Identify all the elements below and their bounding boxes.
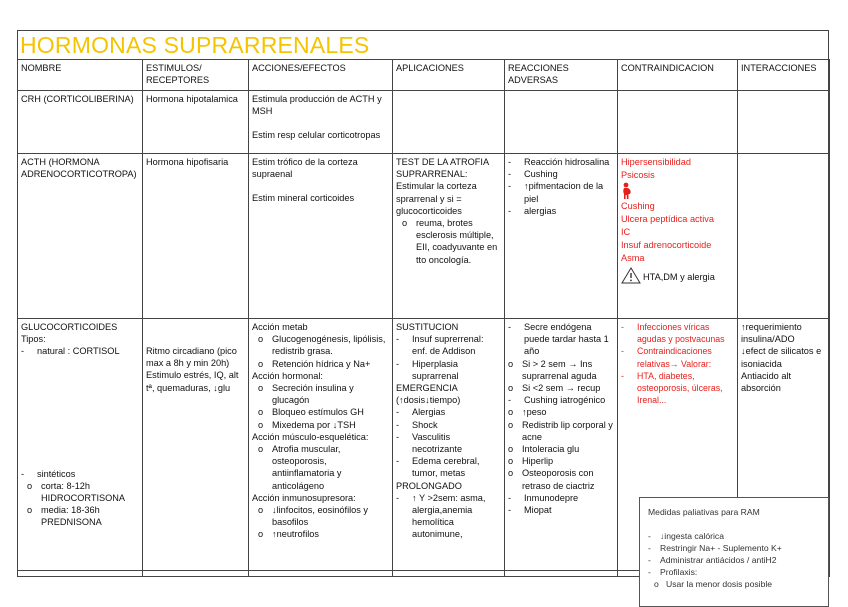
gluco-reacciones: - Secre endógena puede tardar hasta 1 año o Si > 2 sem → Ins suprarrenal aguda o Si <2 sem → recup - Cushing iatrogénico o ↑peso o Redistrib lip corporal y acne o Intoleracia glu o Hiperlip o Osteoporosis con retraso de ciactriz - Inmunodepre - Miopat — [505, 319, 618, 577]
gluco-nombre: GLUCOCORTICOIDES — [21, 322, 118, 332]
acth-interacciones — [738, 154, 830, 319]
crh-nombre: CRH (CORTICOLIBERINA) — [18, 91, 143, 154]
acth-contra-warning: HTA,DM y alergia — [643, 271, 715, 282]
gluco-sust-2: Hiperplasia suprarrenal — [412, 358, 459, 381]
crh-contra — [618, 91, 738, 154]
gluco-natural: natural : CORTISOL — [37, 346, 120, 357]
gluco-corta: corta: 8-12h HIDROCORTISONA — [41, 480, 126, 504]
panel-item-3: Administrar antiácidos / antiH2 — [660, 555, 777, 565]
acth-reaccion-1: Reacción hidrosalina — [524, 157, 610, 167]
gluco-inter-3: Antiacido alt absorción — [741, 370, 792, 394]
gluco-contra-3: HTA, diabetes, osteoporosis, úlceras, Irenal... — [637, 370, 723, 406]
acth-contra-5: IC — [621, 227, 631, 237]
acth-accion-2: Estim mineral corticoides — [252, 193, 355, 204]
acth-reaccion-3: ↑pifmentacion de la piel — [524, 181, 604, 204]
gluco-inter-1: ↑requerimiento insulina/ADO — [741, 322, 802, 345]
gluco-hormonal-2: Bloqueo estímulos GH — [272, 407, 364, 418]
header-nombre: NOMBRE — [18, 60, 143, 91]
gluco-hormonal-3: Mixedema por ↓TSH — [272, 419, 356, 430]
acth-test-uses: reuma, brotes esclerosis múltiple, EII, coadyuvante en tto oncología. — [416, 218, 498, 265]
gluco-ra-2: Si > 2 sem → Ins suprarrenal aguda — [522, 358, 597, 381]
palliative-measures-panel: Medidas paliativas para RAM - ↓ingesta calórica - Restringir Na+ - Suplemento K+ - Administrar antiácidos / antiH2 - Profilaxis: o Usar la menor dosis posible — [639, 497, 829, 607]
gluco-ra-8: Hiperlip — [522, 456, 554, 467]
gluco-aplicaciones: SUSTITUCION - Insuf suprerrenal: enf. de Addison - Hiperplasia suprarrenal EMERGENCIA (↑dosis↓tiempo) - Alergias - Shock - Vasculitis necotrizante - Edema cerebral, tumor, metas PROLONGADO - ↑ Y >2sem: asma, alergia,anemia hemolítica autonimune, — [393, 319, 505, 577]
panel-item-1: ↓ingesta calórica — [660, 531, 725, 541]
gluco-ra-5: ↑peso — [522, 407, 547, 418]
gluco-nombre-cell: GLUCOCORTICOIDES Tipos: - natural : CORTISOL - sintéticos o corta: 8-12h HIDROCORTISONA o media: 18-36h PREDNISONA — [18, 319, 143, 577]
gluco-sust-1: Insuf suprerrenal: enf. de Addison — [412, 334, 484, 357]
gluco-tipos: Tipos: — [21, 334, 46, 345]
gluco-accion-hormonal: Acción hormonal: — [252, 370, 323, 381]
acth-contra-6: Insuf adrenocorticoide — [621, 240, 712, 250]
acth-contra-3: Cushing — [621, 201, 655, 211]
gluco-metab-1: Glucogenogénesis, lipólisis, redistrib grasa. — [272, 334, 386, 357]
gluco-emerg-4: Edema cerebral, tumor, metas — [412, 456, 480, 479]
gluco-ra-9: Osteoporosis con retraso de ciactriz — [522, 468, 595, 491]
acth-test-title: TEST DE LA ATROFIA SUPRARRENAL: — [396, 157, 489, 180]
gluco-metab-2: Retención hídrica y Na+ — [272, 358, 371, 369]
panel-item-4: Profilaxis: — [660, 567, 698, 577]
header-reacciones: REACCIONES ADVERSAS — [505, 60, 618, 91]
acth-contra-4: Ulcera peptídica activa — [621, 214, 714, 224]
gluco-emerg-1: Alergias — [412, 407, 446, 418]
gluco-inter-2: ↓efect de silicatos e isoniacida — [741, 346, 822, 369]
header-aplicaciones: APLICACIONES — [393, 60, 505, 91]
crh-interacciones — [738, 91, 830, 154]
pregnant-woman-icon — [621, 182, 734, 200]
crh-accion-2: Estim resp celular corticotropas — [252, 130, 381, 141]
header-estimulos: ESTIMULOS/ RECEPTORES — [143, 60, 249, 91]
header-contraindicacion: CONTRAINDICACION — [618, 60, 738, 91]
acth-reaccion-4: alergias — [524, 205, 557, 216]
gluco-ra-4: Cushing iatrogénico — [524, 395, 606, 406]
gluco-emerg-2: Shock — [412, 419, 438, 430]
gluco-contra-2: Contraindicaciones relativas→ Valorar: — [637, 346, 712, 369]
acth-contra-2: Psicosis — [621, 170, 655, 180]
acth-acciones — [249, 154, 393, 319]
panel-title: Medidas paliativas para RAM — [648, 507, 760, 517]
gluco-prolongado: PROLONGADO — [396, 480, 462, 491]
gluco-hormonal-1: Secreción insulina y glucagón — [272, 383, 354, 406]
gluco-sinteticos: sintéticos — [37, 468, 76, 479]
gluco-ra-1: Secre endógena puede tardar hasta 1 año — [524, 322, 609, 357]
table-row-crh — [18, 91, 830, 154]
gluco-inmuno-2: ↑neutrofilos — [272, 529, 319, 540]
gluco-ra-10: Inmunodepre — [524, 492, 579, 503]
gluco-ra-11: Miopat — [524, 505, 552, 516]
gluco-acciones: Acción metab o Glucogenogénesis, lipólisis, redistrib grasa. o Retención hídrica y Na+ Acción hormonal: o Secreción insulina y glucagón o Bloqueo estímulos GH o Mixedema por ↓TSH Acción músculo-esquelética: o Atrofia muscular, osteoporosis, antiinflamatoria y anticolágeno Acción inmunosupresora: o ↓linfocitos, eosinófilos y basofilos o ↑neutrofilos — [249, 319, 393, 577]
gluco-accion-musculo: Acción músculo-esquelética: — [252, 431, 369, 442]
crh-accion-1: Estimula producción de ACTH y MSH — [252, 94, 382, 117]
acth-reaccion-2: Cushing — [524, 169, 558, 180]
gluco-ra-7: Intoleracia glu — [522, 444, 580, 455]
acth-contra-1: Hipersensibilidad — [621, 157, 691, 167]
panel-subitem-1: Usar la menor dosis posible — [666, 579, 773, 589]
gluco-contra-1: Infecciones víricas agudas y postvacunas — [637, 322, 725, 345]
gluco-media: media: 18-36h PREDNISONA — [41, 505, 102, 528]
gluco-ra-3: Si <2 sem → recup — [522, 383, 601, 394]
header-acciones: ACCIONES/EFECTOS — [249, 60, 393, 91]
acth-accion-1: Estim trófico de la corteza supraenal — [252, 157, 358, 180]
warning-icon — [621, 267, 641, 288]
gluco-emerg-3: Vasculitis necotrizante — [412, 431, 463, 455]
crh-reacciones — [505, 91, 618, 154]
gluco-estimulos — [143, 319, 249, 577]
gluco-estimulo-2: Estimulo estrés, IQ, alt tª, quemaduras, ↓glu — [146, 370, 239, 393]
gluco-emergencia: EMERGENCIA (↑dosis↓tiempo) — [396, 383, 461, 406]
acth-aplicaciones: TEST DE LA ATROFIA SUPRARRENAL: Estimular la corteza sprarrenal y si = glucocorticoides o reuma, brotes esclerosis múltiple, EII, coadyuvante en tto oncología. — [393, 154, 505, 319]
gluco-estimulo-1: Ritmo circadiano (pico max a 8h y min 20h) — [146, 346, 237, 369]
panel-item-2: Restringir Na+ - Suplemento K+ — [660, 543, 782, 553]
header-interacciones: INTERACCIONES — [738, 60, 830, 91]
gluco-sustitucion: SUSTITUCION — [396, 322, 459, 332]
crh-acciones — [249, 91, 393, 154]
gluco-accion-inmuno: Acción inmunosupresora: — [252, 492, 356, 503]
table-row-acth — [18, 154, 830, 319]
acth-estimulos: Hormona hipofisaria — [143, 154, 249, 319]
acth-contra-7: Asma — [621, 253, 645, 263]
page-title: HORMONAS SUPRARRENALES — [20, 32, 370, 58]
gluco-musculo-1: Atrofia muscular, osteoporosis, antiinflamatoria y anticolágeno — [272, 444, 342, 491]
acth-nombre: ACTH (HORMONA ADRENOCORTICOTROPA) — [18, 154, 143, 319]
acth-contra — [618, 154, 738, 319]
gluco-accion-metab: Acción metab — [252, 322, 308, 332]
acth-reacciones: - Reacción hidrosalina - Cushing - ↑pifmentacion de la piel - alergias — [505, 154, 618, 319]
header-row — [18, 60, 830, 91]
gluco-ra-6: Redistrib lip corporal y acne — [522, 419, 613, 442]
gluco-prol-1: ↑ Y >2sem: asma, alergia,anemia hemolítica autonimune, — [412, 492, 486, 540]
gluco-inmuno-1: ↓linfocitos, eosinófilos y basofilos — [272, 505, 369, 528]
gluco-contra: - Infecciones víricas agudas y postvacunas - Contraindicaciones relativas→ Valorar: - HTA, diabetes, osteoporosis, úlceras, Irenal... — [618, 319, 738, 577]
acth-test-text: Estimular la corteza sprarrenal y si = glucocorticoides — [396, 181, 477, 216]
crh-aplicaciones — [393, 91, 505, 154]
crh-estimulos: Hormona hipotalamica — [143, 91, 249, 154]
